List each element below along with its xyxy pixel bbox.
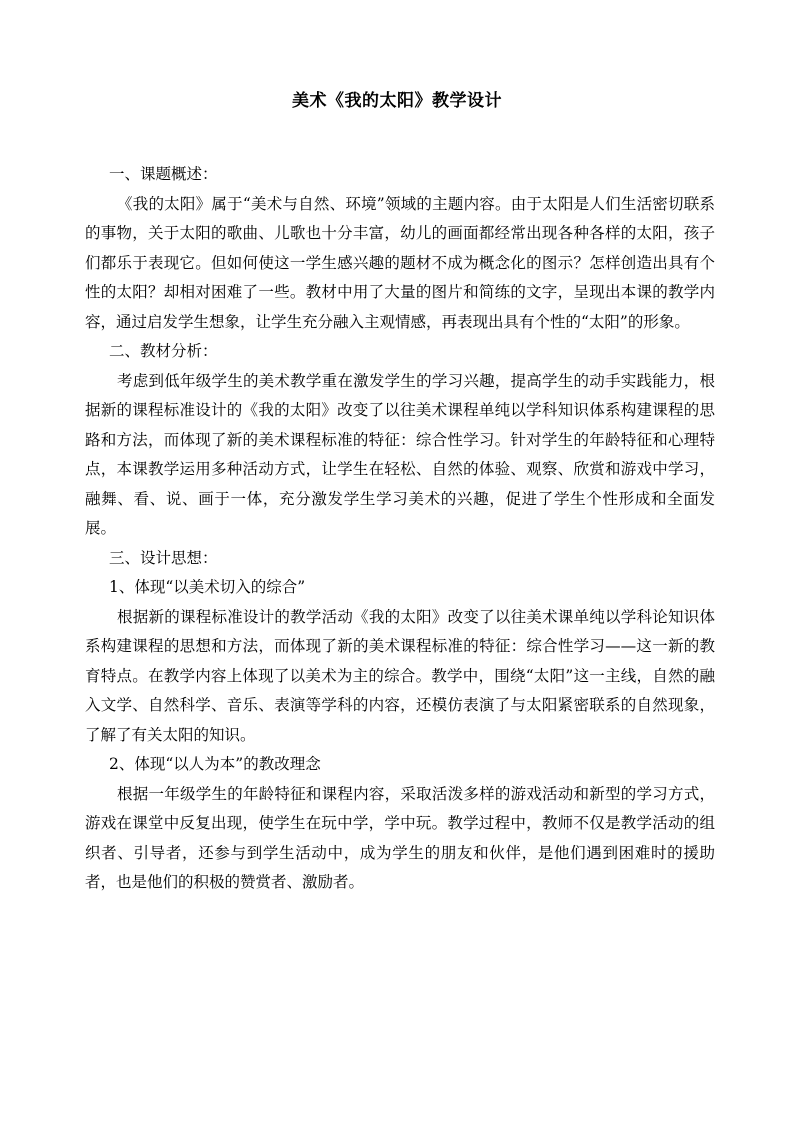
section-heading-overview: 一、课题概述：: [109, 165, 218, 183]
paragraph-integration: 根据新的课程标准设计的教学活动《我的太阳》改变了以往美术课单纯以学科论知识体系构建课程的思想和方法，而体现了新的美术课程标准的特征：综合性学习——这一新的教育特点。在教学内容上体现了以美术为主的综合。教学中，围绕“太阳”这一主线，自然的融入文学、自然科学、音乐、表演等学科的内容，还模仿表演了与太阳紧密联系的自然现象，了解了有关太阳的知识。: [85, 607, 715, 744]
paragraph-people-oriented: 根据一年级学生的年龄特征和课程内容，采取活泼多样的游戏活动和新型的学习方式，游戏在课堂中反复出现，使学生在玩中学，学中玩。教学过程中，教师不仅是教学活动的组织者、引导者，还参与到学生活动中，成为学生的朋友和伙伴，是他们遇到困难时的援助者，也是他们的积极的赞赏者、激励者。: [85, 784, 715, 891]
paragraph-overview: 《我的太阳》属于“美术与自然、环境”领域的主题内容。由于太阳是人们生活密切联系的事物，关于太阳的歌曲、儿歌也十分丰富，幼儿的画面都经常出现各种各样的太阳，孩子们都乐于表现它。但如何使这一学生感兴趣的题材不成为概念化的图示？怎样创造出具有个性的太阳？却相对困难了一些。教材中用了大量的图片和简练的文字，呈现出本课的教学内容，通过启发学生想象，让学生充分融入主观情感，再表现出具有个性的“太阳”的形象。: [85, 194, 715, 331]
paragraph-material-analysis: 考虑到低年级学生的美术教学重在激发学生的学习兴趣，提高学生的动手实践能力，根据新的课程标准设计的《我的太阳》改变了以往美术课程单纯以学科知识体系构建课程的思路和方法，而体现了新的美术课程标准的特征：综合性学习。针对学生的年龄特征和心理特点，本课教学运用多种活动方式，让学生在轻松、自然的体验、观察、欣赏和游戏中学习，融舞、看、说、画于一体，充分激发学生学习美术的兴趣，促进了学生个性形成和全面发展。: [85, 371, 715, 537]
section-heading-material-analysis: 二、教材分析：: [109, 342, 218, 360]
page-title: 美术《我的太阳》教学设计: [292, 91, 502, 111]
document-body: [85, 160, 715, 898]
subheading-integration: 1、体现“以美术切入的综合”: [109, 578, 306, 596]
subheading-people-oriented: 2、体现“以人为本”的教改理念: [109, 755, 321, 773]
section-heading-design-idea: 三、设计思想：: [109, 548, 218, 567]
